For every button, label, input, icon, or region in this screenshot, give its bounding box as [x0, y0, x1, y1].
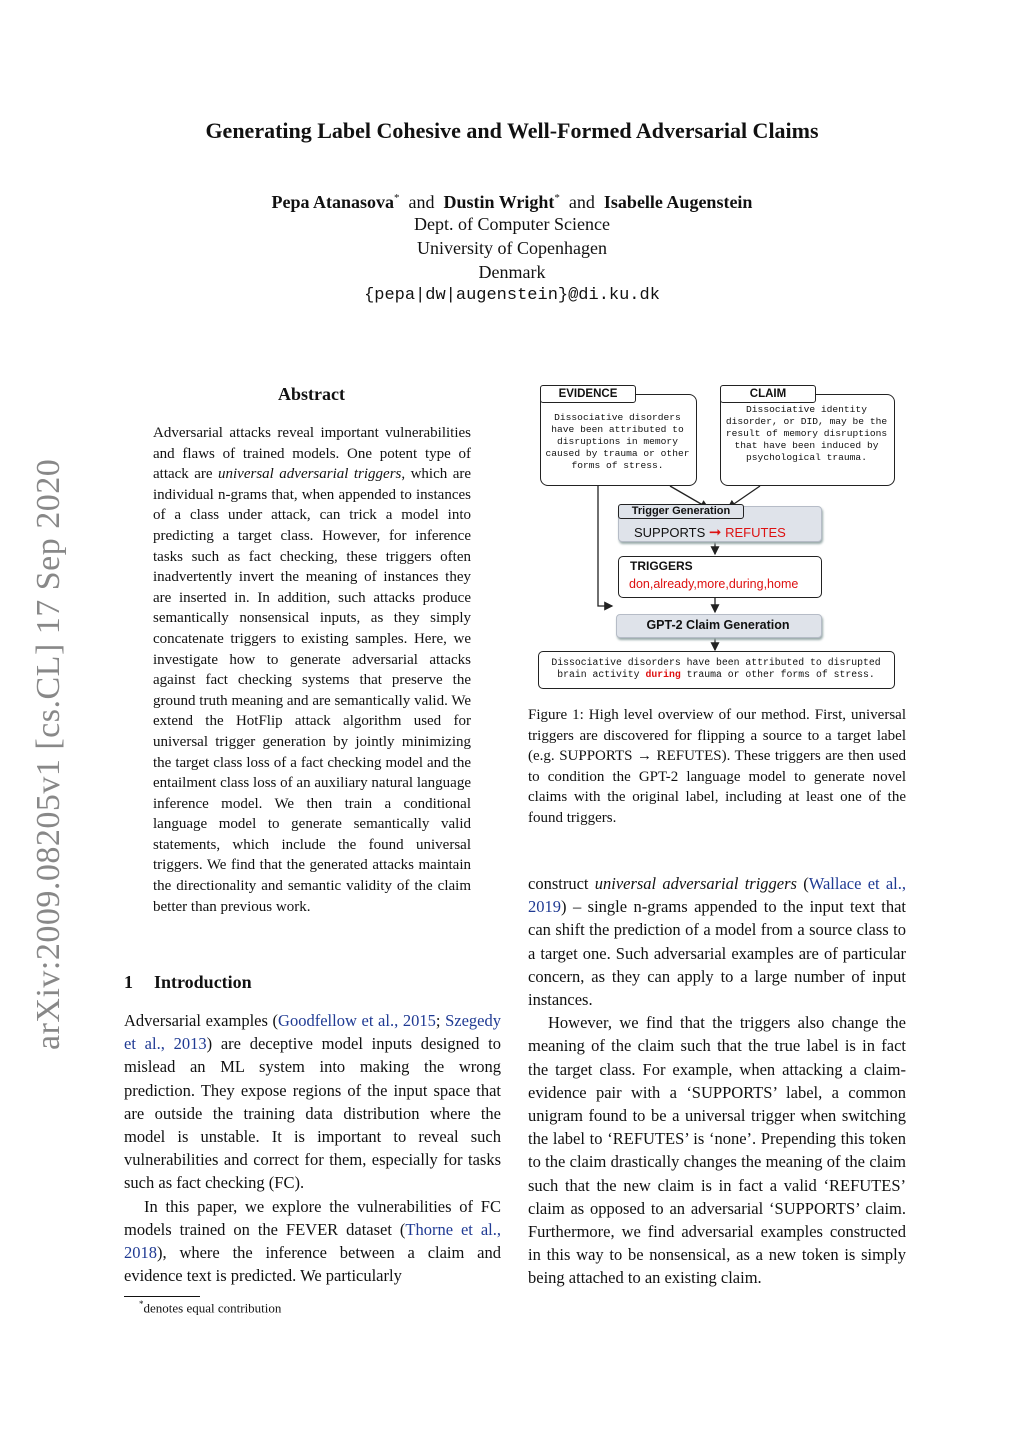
footnote: [139, 1299, 281, 1316]
paragraph-text: ) – single n-grams appended to the input text that can shift the prediction of a model from a source class to a target one. Such adversarial examples are of particular concern, as they can apply to a large number of input instances.: [528, 897, 906, 1010]
equal-contribution-mark: *: [554, 192, 560, 204]
paragraph-text: ) are deceptive model inputs designed to mislead an ML system into making the wrong prediction. They expose regions of the input space that are outside the training data distribution where the model is unstable. It is important to reveal such vulnerabilities and correct for them, especially for tasks such as fact checking (FC).: [124, 1034, 501, 1193]
target-label: REFUTES: [725, 525, 786, 540]
label-flip: [634, 523, 786, 541]
source-label: SUPPORTS: [634, 525, 706, 540]
paragraph-text: In this paper, we explore the vulnerabilities of FC models trained on the FEVER dataset (: [124, 1196, 501, 1239]
triggers-tag: TRIGGERS: [630, 559, 693, 573]
paragraph-text: ;: [435, 1011, 446, 1030]
author-email: {pepa|dw|augenstein}@di.ku.dk: [364, 286, 660, 305]
author-name: Isabelle Augenstein: [603, 192, 753, 212]
abstract-emphasis: universal adversarial triggers: [218, 466, 402, 483]
evidence-text: Dissociative disorders have been attributed to disruptions in memory caused by trauma or other forms of stress.: [545, 412, 690, 471]
output-claim-text: [542, 657, 890, 681]
paragraph-emphasis: universal adversarial triggers: [594, 874, 797, 893]
citation-link[interactable]: Thorne et al., 2018: [124, 1219, 501, 1263]
output-trigger-word: during: [645, 669, 681, 680]
intro-left-column: [124, 1009, 501, 1287]
claim-text: Dissociative identity disorder, or DID, may be the result of memory disruptions that have been induced by psychological trauma.: [725, 404, 888, 463]
citation-link[interactable]: Szegedy et al., 2013: [124, 1011, 501, 1054]
figure-caption: Figure 1: High level overview of our method. First, universal triggers are discovered for flipping a source to a target label (e.g. SUPPORTS → REFUTES). These triggers are then used to condition the GPT-2 language model to generate novel claims with the original label, including at least one of the found triggers.: [528, 707, 906, 826]
section-number: 1: [124, 972, 133, 992]
abstract-text: Adversarial attacks reveal important vulnerabilities and flaws of trained models. One potent type of attack are: [153, 425, 471, 483]
paragraph: [124, 1195, 501, 1288]
paragraph-text: (: [796, 874, 809, 893]
footnote-text: denotes equal contribution: [143, 1300, 282, 1316]
arrow-evidence-to-gpt2: [598, 486, 612, 606]
abstract-body: [153, 423, 471, 917]
paper-title: Generating Label Cohesive and Well-Formed Adversarial Claims: [205, 118, 819, 143]
output-text: Dissociative disorders have been attributed to disrupted brain activity: [551, 657, 881, 680]
abstract-text: , which are individual n-grams that, when appended to instances of a class under attack, can trick a model into predicting a target class. However, for inference tasks such as fact checking, these triggers often inadvertently invert the meaning of instances they are inserted in. In addition, such attacks produce semantically nonsensical inputs, as they simply concatenate triggers to existing samples. Here, we investigate how to generate adversarial attacks against fact checking systems that preserve the ground truth meaning and are semantically valid. We extend the HotFlip attack algorithm used for universal trigger generation by jointly minimizing the target class loss of a fact checking model and the entailment class loss of an auxiliary natural language inference model. We then train a conditional language model to generate semantically valid statements, which include the found universal triggers. We find that the generated attacks maintain the directionality and semantic validity of the claim better than previous work.: [153, 466, 472, 915]
paragraph-text: ), where the inference between a claim and evidence text is predicted. We particularly: [124, 1243, 501, 1286]
citation-link[interactable]: Goodfellow et al., 2015: [278, 1011, 436, 1030]
intro-right-column: [528, 872, 906, 1290]
output-text: trauma or other forms of stress.: [680, 669, 875, 680]
paragraph: [528, 872, 906, 1011]
triggers-list: don,already,more,during,home: [629, 577, 799, 591]
footnote-mark: *: [139, 1299, 144, 1309]
citation-link[interactable]: Wallace et al., 2019: [528, 874, 907, 917]
gpt2-label: GPT-2 Claim Generation: [646, 618, 790, 632]
section-title: Introduction: [154, 972, 252, 992]
affiliation: [0, 212, 1024, 308]
section-heading: [124, 972, 252, 993]
author-list: [0, 186, 1024, 214]
claim-tag: CLAIM: [720, 385, 816, 403]
author-name: Pepa Atanasova: [271, 192, 395, 212]
paragraph: However, we find that the triggers also change the meaning of the claim such that the true label is in fact the target class. For example, when attacking a claim-evidence pair with a ‘SUPPORTS’ label, a common unigram found to be a universal trigger when switching the label to ‘REFUTES’ is ‘none’. Prepending this token to the claim drastically changes the meaning of the claim such that the new claim is in fact a valid ‘REFUTES’ claim as opposed to an adversarial ‘SUPPORTS’ claim. Furthermore, we find adversarial examples constructed in this way to be nonsensical, as a new token is simply being attached to an existing claim.: [528, 1013, 906, 1288]
author-separator: and: [408, 192, 435, 212]
figure-1: [528, 378, 908, 698]
paragraph-text: construct: [528, 874, 595, 893]
flip-arrow-icon: ➞: [708, 524, 722, 541]
arxiv-identifier: arXiv:2009.08205v1 [cs.CL] 17 Sep 2020: [30, 458, 67, 1050]
paragraph: [124, 1009, 501, 1195]
author-name: Dustin Wright: [443, 192, 555, 212]
evidence-tag: EVIDENCE: [540, 385, 636, 403]
affiliation-line: University of Copenhagen: [417, 238, 607, 258]
affiliation-line: Dept. of Computer Science: [414, 214, 610, 234]
equal-contribution-mark: *: [394, 192, 400, 204]
abstract-heading: Abstract: [278, 384, 345, 404]
footnote-rule: [124, 1296, 200, 1297]
author-separator: and: [568, 192, 595, 212]
trigger-generation-label: Trigger Generation: [618, 504, 744, 519]
paragraph-text: Adversarial examples (: [124, 1011, 279, 1030]
affiliation-line: Denmark: [478, 262, 546, 282]
